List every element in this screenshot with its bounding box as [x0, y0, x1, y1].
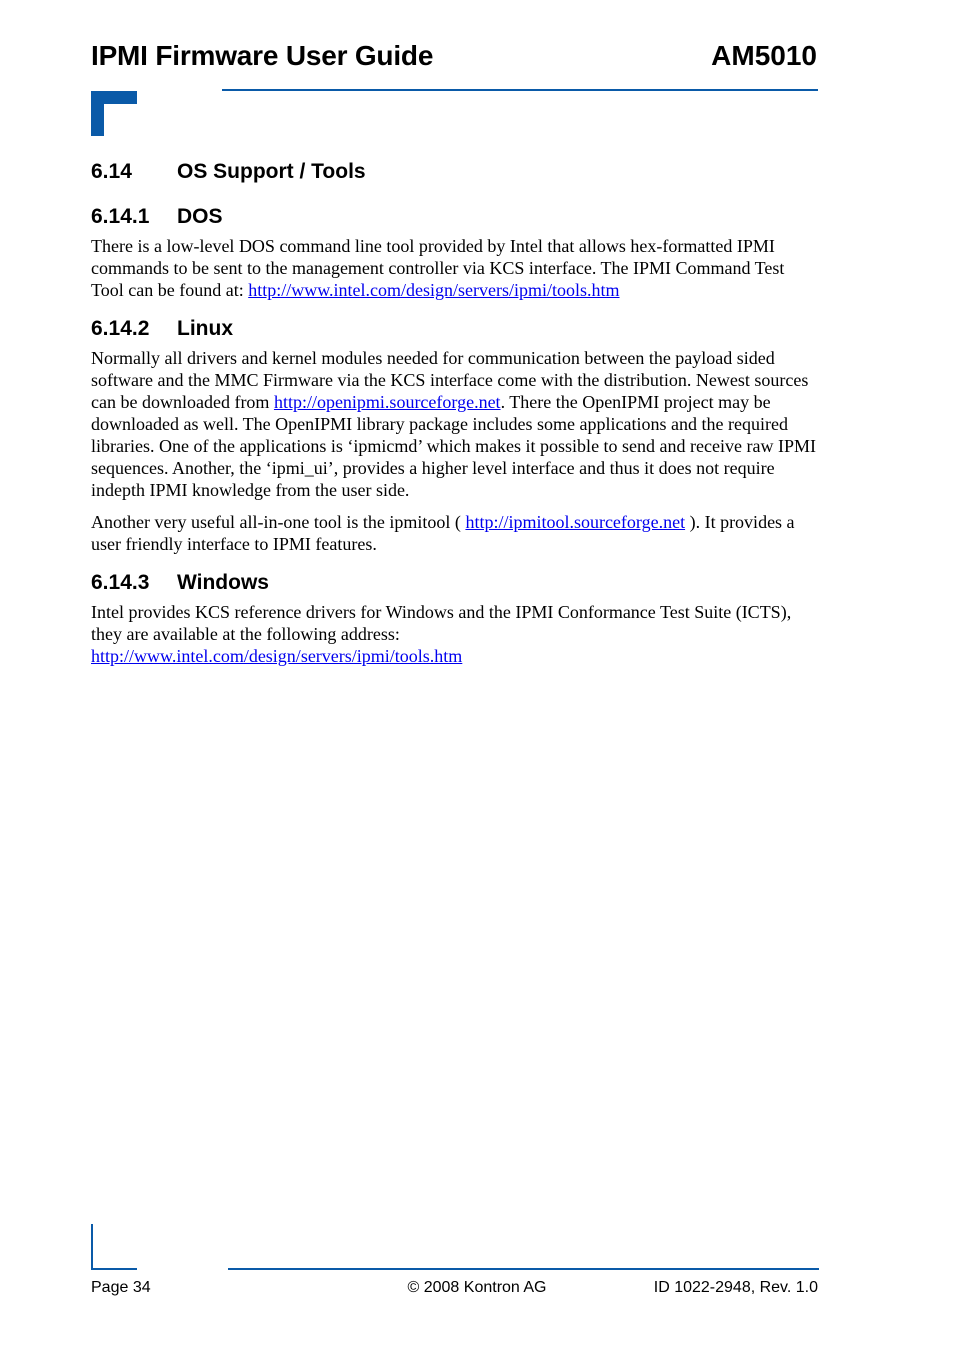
dos-tools-link[interactable]: http://www.intel.com/design/servers/ipmi/tools.htm [248, 280, 620, 300]
windows-paragraph [91, 601, 818, 667]
subsection-heading-windows [91, 567, 818, 599]
corner-mark-bottom-horizontal [91, 1268, 137, 1270]
page-number: Page 34 [91, 1279, 151, 1296]
windows-text: Intel provides KCS reference drivers for Windows and the IPMI Conformance Test Suite (ICTS), they are available at the following address: [91, 602, 792, 644]
subsection-number: 6.14.1 [91, 205, 150, 228]
dos-text: There is a low-level DOS command line tool provided by Intel that allows hex-formatted IPMI commands to be sent to the management controller via KCS interface. The IPMI Command Test Tool can be found at: [91, 236, 785, 300]
document-id: ID 1022-2948, Rev. 1.0 [653, 1279, 818, 1296]
linux-text-2a: Another very useful all-in-one tool is the ipmitool ( [91, 512, 466, 532]
linux-text-1a: Normally all drivers and kernel modules needed for communication between the payload sided software and the MMC Firmware via the KCS interface come with the distribution. Newest sources can be downloaded from [91, 348, 809, 412]
section-number: 6.14 [91, 160, 132, 183]
openipmi-link[interactable]: http://openipmi.sourceforge.net [273, 392, 501, 412]
document-title: IPMI Firmware User Guide [91, 40, 434, 71]
corner-mark-top-horizontal [91, 91, 137, 104]
subsection-title: DOS [177, 205, 223, 228]
subsection-number: 6.14.3 [91, 571, 150, 594]
subsection-heading-linux [91, 313, 818, 345]
product-name: AM5010 [711, 40, 817, 71]
dos-paragraph [91, 235, 818, 301]
section-title: OS Support / Tools [177, 160, 366, 183]
ipmitool-link[interactable]: http://ipmitool.sourceforge.net [465, 512, 686, 532]
linux-paragraph-1 [91, 347, 818, 501]
linux-paragraph-2 [91, 511, 818, 555]
subsection-title: Windows [177, 571, 269, 594]
subsection-title: Linux [177, 317, 233, 340]
linux-text-2b: ). It provides a user friendly interface to IPMI features. [91, 512, 795, 554]
header-rule [222, 89, 818, 91]
copyright: © 2008 Kontron AG [407, 1279, 547, 1296]
linux-text-1b: . There the OpenIPMI project may be downloaded as well. The OpenIPMI library package includes some applications and the required libraries. One of the applications is ‘ipmicmd’ which makes it possible to send and receive raw IPMI sequences. Another, the ‘ipmi_ui’, provides a higher level interface and thus it does not require indepth IPMI knowledge from the user side. [91, 392, 816, 500]
footer-rule [228, 1268, 819, 1270]
subsection-heading-dos [91, 201, 818, 233]
section-heading-os-support [91, 156, 818, 188]
subsection-number: 6.14.2 [91, 317, 150, 340]
corner-mark-bottom-vertical [91, 1224, 93, 1270]
windows-tools-link[interactable]: http://www.intel.com/design/servers/ipmi/tools.htm [91, 646, 463, 666]
page-content [91, 156, 818, 667]
